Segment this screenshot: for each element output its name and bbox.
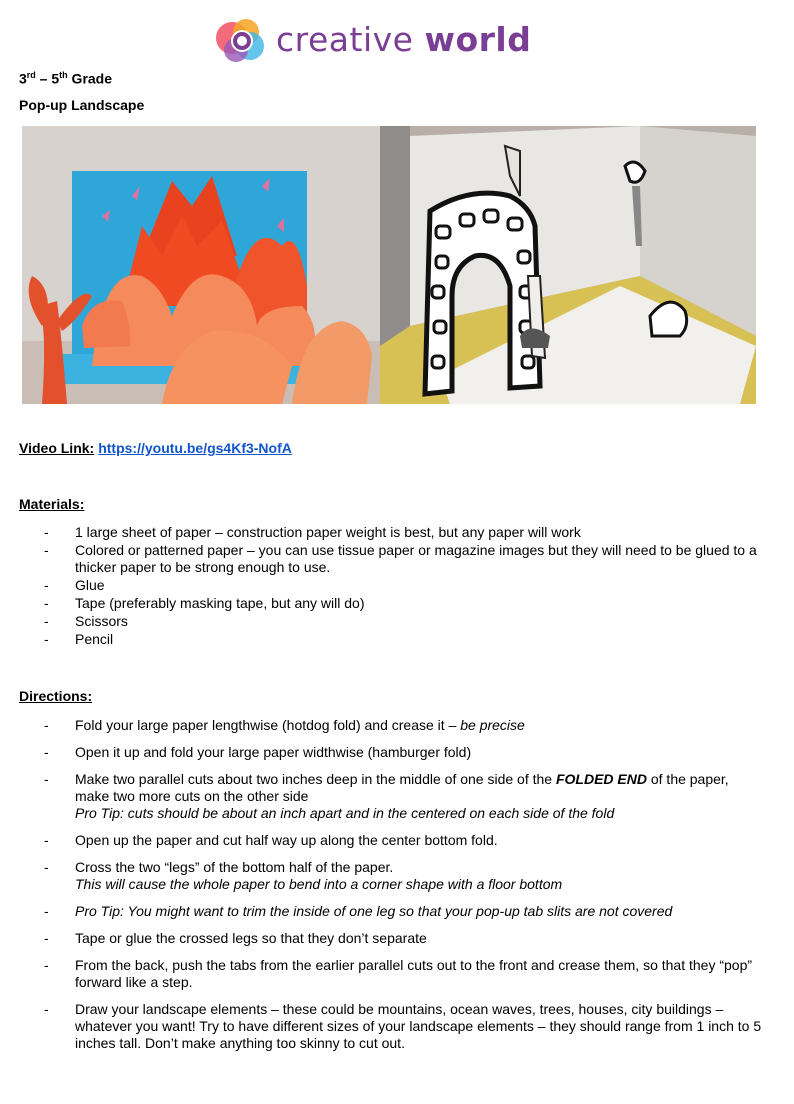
list-item: - Pencil (44, 631, 114, 647)
list-item: - Colored or patterned paper – you can use tissue paper or magazine images but they will need to be glued to a thicker paper to be strong enough to use. (44, 542, 757, 575)
directions-list (44, 717, 764, 1062)
logo-text (276, 20, 531, 60)
video-link[interactable]: https://youtu.be/gs4Kf3-NofA (98, 440, 292, 456)
photo-blackwhite-popup (380, 126, 756, 404)
list-item: - Cross the two “legs” of the bottom half of the paper. This will cause the whole paper to bend into a corner shape with a floor bottom (44, 859, 563, 892)
logo-word-world: world (424, 20, 532, 59)
list-item: - Scissors (44, 613, 128, 629)
logo-swirl-icon (212, 16, 274, 66)
list-item: - Tape (preferably masking tape, but any will do) (44, 595, 365, 611)
list-item: - Tape or glue the crossed legs so that they don’t separate (44, 930, 427, 946)
materials-heading: Materials: (19, 496, 85, 512)
list-item: - 1 large sheet of paper – construction paper weight is best, but any paper will work (44, 524, 581, 540)
logo-word-creative: creative (276, 20, 414, 59)
list-item: - Draw your landscape elements – these could be mountains, ocean waves, trees, houses, city buildings – whatever you want! Try to have different sizes of your landscape elements – they should range from 1 inch to 5 inches tall. Don’t make anything too skinny to cut out. (44, 1001, 762, 1051)
list-item: - Fold your large paper lengthwise (hotdog fold) and crease it – be precise (44, 717, 525, 733)
grade-level: 3rd – 5th Grade (19, 70, 113, 87)
list-item: - Pro Tip: You might want to trim the inside of one leg so that your pop-up tab slits are not covered (44, 903, 673, 919)
activity-title: Pop-up Landscape (19, 97, 145, 113)
list-item: - Glue (44, 577, 105, 593)
list-item: - From the back, push the tabs from the earlier parallel cuts out to the front and crease them, so that they “pop” forward like a step. (44, 957, 753, 990)
video-link-row (19, 440, 292, 456)
directions-heading: Directions: (19, 688, 93, 704)
materials-list (44, 524, 764, 649)
photo-colored-popup (22, 126, 380, 404)
creative-world-logo (212, 16, 572, 68)
example-photos (22, 126, 756, 404)
list-item: - Make two parallel cuts about two inches deep in the middle of one side of the FOLDED END of the paper, make two more cuts on the other side Pro Tip: cuts should be about an inch apart and in the centered on each side of the fold (44, 771, 729, 821)
list-item: - Open up the paper and cut half way up along the center bottom fold. (44, 832, 498, 848)
video-link-label: Video Link: (19, 440, 95, 456)
list-item: - Open it up and fold your large paper widthwise (hamburger fold) (44, 744, 472, 760)
